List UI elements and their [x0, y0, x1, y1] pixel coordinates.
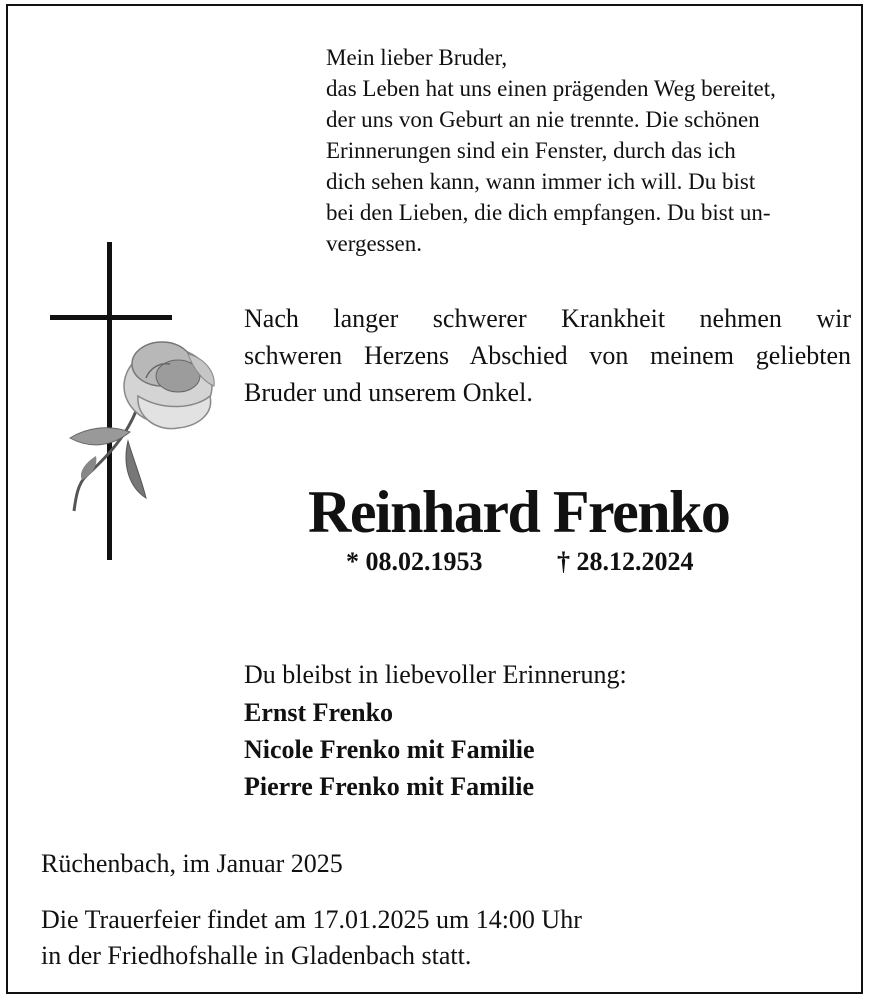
cross-with-rose-icon: [38, 236, 228, 566]
poem-line: vergessen.: [326, 231, 423, 256]
mourner-name: Pierre Frenko mit Familie: [244, 772, 534, 801]
birth-date: * 08.02.1953: [346, 547, 483, 576]
poem-line: das Leben hat uns einen prägenden Weg bereitet,: [326, 76, 776, 101]
mourners-block: [244, 656, 844, 805]
place-and-date: Rüchenbach, im Januar 2025: [41, 849, 343, 878]
poem-line: der uns von Geburt an nie trennte. Die schönen: [326, 107, 760, 132]
obituary-frame: [6, 4, 863, 994]
mourner-name: Nicole Frenko mit Familie: [244, 735, 535, 764]
funeral-service-info: [41, 902, 582, 974]
deceased-name: Reinhard Frenko: [308, 479, 730, 545]
remembrance-lead: Du bleibst in liebevoller Erinnerung:: [244, 660, 627, 689]
poem-line: bei den Lieben, die dich empfangen. Du bist un-: [326, 200, 771, 225]
announcement-line: Nach langer schwerer Krankheit nehmen wir: [244, 304, 851, 333]
poem-line: Erinnerungen sind ein Fenster, durch das ich: [326, 138, 736, 163]
poem-line: Mein lieber Bruder,: [326, 45, 508, 70]
death-date: † 28.12.2024: [557, 547, 694, 576]
service-line: in der Friedhofshalle in Gladenbach statt.: [41, 941, 472, 970]
poem-line: dich sehen kann, wann immer ich will. Du bist: [326, 169, 756, 194]
mourner-name: Ernst Frenko: [244, 698, 394, 727]
service-line: Die Trauerfeier findet am 17.01.2025 um 14:00 Uhr: [41, 905, 582, 934]
announcement-text: [244, 300, 851, 411]
announcement-line: Bruder und unserem Onkel.: [244, 378, 533, 407]
poem-text: [326, 42, 846, 259]
announcement-line: schweren Herzens Abschied von meinem geliebten: [244, 341, 851, 370]
